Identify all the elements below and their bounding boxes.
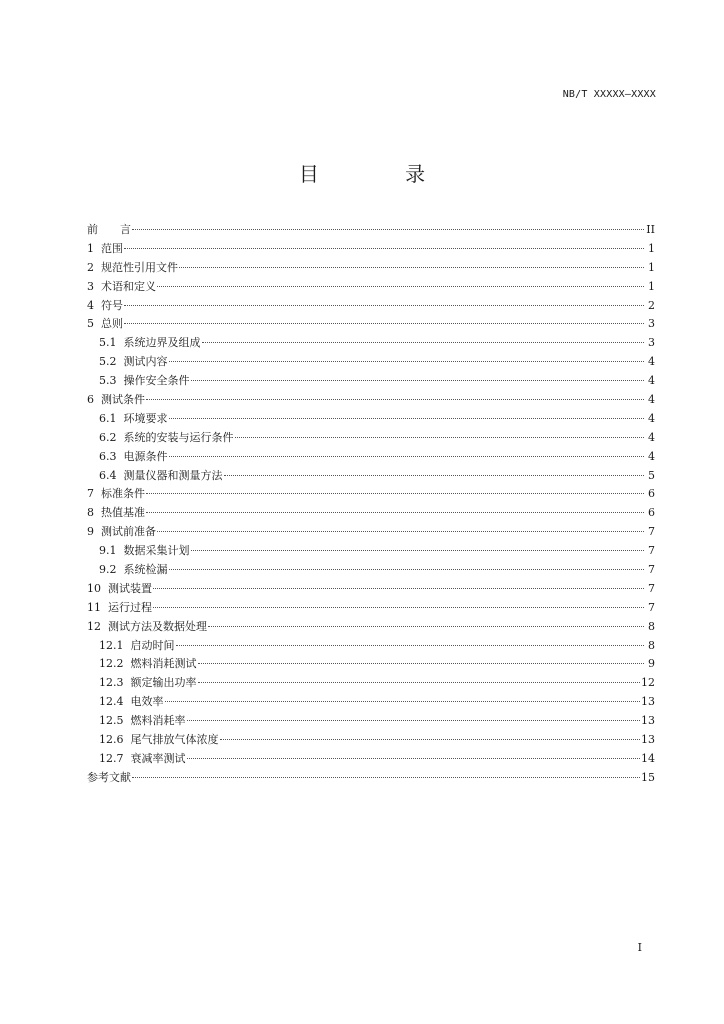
toc-dot-leader — [146, 493, 644, 494]
toc-entry-page: 6 — [648, 487, 655, 501]
toc-dot-leader — [124, 248, 644, 249]
toc-dot-leader — [165, 701, 641, 702]
toc-dot-leader — [157, 286, 644, 287]
toc-entry[interactable] — [87, 731, 655, 750]
toc-entry-label: 5.1 系统边界及组成 — [99, 336, 201, 350]
toc-dot-leader — [176, 645, 645, 646]
toc-entry-label: 12.2 燃料消耗测试 — [99, 657, 197, 671]
toc-entry-page: 7 — [648, 525, 655, 539]
toc-entry-page: 6 — [648, 506, 655, 520]
toc-entry[interactable] — [87, 504, 655, 523]
toc-entry[interactable] — [87, 637, 655, 656]
toc-entry-label: 12 测试方法及数据处理 — [87, 619, 207, 633]
toc-entry[interactable] — [87, 599, 655, 618]
toc-entry[interactable] — [87, 542, 655, 561]
toc-dot-leader — [191, 550, 645, 551]
toc-entry-page: 13 — [641, 714, 655, 728]
toc-dot-leader — [224, 475, 645, 476]
toc-entry-label: 10 测试装置 — [87, 581, 152, 595]
toc-entry[interactable] — [87, 655, 655, 674]
toc-entry-page: 4 — [648, 374, 655, 388]
toc-dot-leader — [153, 607, 644, 608]
toc-dot-leader — [198, 663, 645, 664]
toc-entry-label: 前 言 — [87, 223, 131, 236]
toc-entry-page: 3 — [648, 336, 655, 350]
toc-entry-label: 6.1 环境要求 — [99, 411, 168, 425]
toc-entry[interactable] — [87, 769, 655, 788]
toc-entry[interactable] — [87, 580, 655, 599]
toc-dot-leader — [198, 682, 641, 683]
toc-entry-label: 9.2 系统检漏 — [99, 563, 168, 577]
toc-entry[interactable] — [87, 429, 655, 448]
toc-dot-leader — [124, 305, 644, 306]
toc-entry-page: 7 — [648, 581, 655, 595]
toc-entry-page: 4 — [648, 393, 655, 407]
toc-entry-page: 7 — [648, 544, 655, 558]
toc-entry-page: 4 — [648, 430, 655, 444]
toc-entry[interactable] — [87, 467, 655, 486]
toc-entry-label: 3 术语和定义 — [87, 279, 156, 293]
toc-entry[interactable] — [87, 523, 655, 542]
toc-entry[interactable] — [87, 618, 655, 637]
toc-dot-leader — [187, 720, 641, 721]
toc-entry[interactable] — [87, 750, 655, 769]
toc-dot-leader — [187, 758, 641, 759]
toc-entry-label: 12.3 额定输出功率 — [99, 676, 197, 690]
toc-entry-label: 5 总则 — [87, 317, 123, 331]
toc-entry-page: 4 — [648, 355, 655, 369]
toc-entry[interactable] — [87, 674, 655, 693]
toc-entry-label: 1 范围 — [87, 241, 123, 255]
toc-dot-leader — [124, 323, 644, 324]
toc-entry-label: 5.2 测试内容 — [99, 355, 168, 369]
toc-entry[interactable] — [87, 334, 655, 353]
document-code: NB/T XXXXX—XXXX — [562, 89, 656, 100]
toc-dot-leader — [169, 569, 645, 570]
toc-dot-leader — [208, 626, 644, 627]
toc-dot-leader — [169, 418, 645, 419]
toc-entry-label: 12.5 燃料消耗率 — [99, 714, 186, 728]
toc-entry-page: 4 — [648, 411, 655, 425]
toc-dot-leader — [132, 229, 644, 230]
toc-entry-label: 4 符号 — [87, 298, 123, 312]
toc-entry-label: 8 热值基准 — [87, 506, 145, 520]
toc-entry[interactable] — [87, 410, 655, 429]
toc-entry-label: 12.7 衰减率测试 — [99, 751, 186, 765]
toc-entry-label: 9 测试前准备 — [87, 525, 156, 539]
toc-entry-page: 7 — [648, 600, 655, 614]
toc-entry-page: 3 — [648, 317, 655, 331]
toc-dot-leader — [153, 588, 644, 589]
toc-entry-page: 12 — [641, 676, 655, 690]
toc-entry-page: 8 — [648, 638, 655, 652]
toc-entry[interactable] — [87, 712, 655, 731]
toc-entry-page: 7 — [648, 563, 655, 577]
toc-entry[interactable] — [87, 259, 655, 278]
toc-entry-label: 2 规范性引用文件 — [87, 260, 178, 274]
toc-entry-page: 1 — [648, 241, 655, 255]
toc-dot-leader — [132, 777, 640, 778]
toc-entry-page: 1 — [648, 279, 655, 293]
toc-entry-label: 6.3 电源条件 — [99, 449, 168, 463]
toc-entry[interactable] — [87, 485, 655, 504]
toc-entry-page: 9 — [648, 657, 655, 671]
toc-dot-leader — [202, 342, 645, 343]
toc-dot-leader — [191, 380, 645, 381]
toc-entry-label: 9.1 数据采集计划 — [99, 544, 190, 558]
toc-entry[interactable] — [87, 561, 655, 580]
toc-entry-label: 7 标准条件 — [87, 487, 145, 501]
toc-entry[interactable] — [87, 297, 655, 316]
toc-entry-label: 参考文献 — [87, 770, 131, 784]
toc-entry[interactable] — [87, 240, 655, 259]
toc-entry-page: 5 — [648, 468, 655, 482]
toc-entry-page: 13 — [641, 695, 655, 709]
toc-dot-leader — [235, 437, 645, 438]
toc-entry-label: 12.4 电效率 — [99, 695, 164, 709]
toc-entry-page: 4 — [648, 449, 655, 463]
toc-dot-leader — [169, 361, 645, 362]
toc-entry[interactable] — [87, 372, 655, 391]
toc-entry-label: 6 测试条件 — [87, 393, 145, 407]
toc-entry-label: 11 运行过程 — [87, 600, 152, 614]
page-title: 目 录 — [298, 162, 466, 186]
toc-entry[interactable] — [87, 221, 655, 240]
toc-entry-page: 13 — [641, 733, 655, 747]
toc-entry[interactable] — [87, 391, 655, 410]
toc-entry-label: 12.6 尾气排放气体浓度 — [99, 733, 219, 747]
toc-entry[interactable] — [87, 353, 655, 372]
toc-entry-page: 14 — [641, 751, 655, 765]
table-of-contents — [87, 221, 655, 788]
toc-dot-leader — [179, 267, 644, 268]
toc-entry-page: 8 — [648, 619, 655, 633]
toc-dot-leader — [220, 739, 641, 740]
toc-entry[interactable] — [87, 693, 655, 712]
toc-dot-leader — [146, 399, 644, 400]
toc-dot-leader — [146, 512, 644, 513]
toc-entry-label: 6.4 测量仪器和测量方法 — [99, 468, 223, 482]
toc-dot-leader — [169, 456, 645, 457]
toc-entry-page: 2 — [648, 298, 655, 312]
toc-entry-page: II — [646, 223, 655, 236]
toc-entry-label: 12.1 启动时间 — [99, 638, 175, 652]
toc-entry[interactable] — [87, 448, 655, 467]
toc-entry-label: 5.3 操作安全条件 — [99, 374, 190, 388]
toc-dot-leader — [157, 531, 644, 532]
page-number: I — [637, 941, 642, 954]
toc-entry[interactable] — [87, 278, 655, 297]
toc-entry[interactable] — [87, 315, 655, 334]
toc-entry-page: 15 — [641, 770, 655, 784]
toc-entry-label: 6.2 系统的安装与运行条件 — [99, 430, 234, 444]
toc-entry-page: 1 — [648, 260, 655, 274]
